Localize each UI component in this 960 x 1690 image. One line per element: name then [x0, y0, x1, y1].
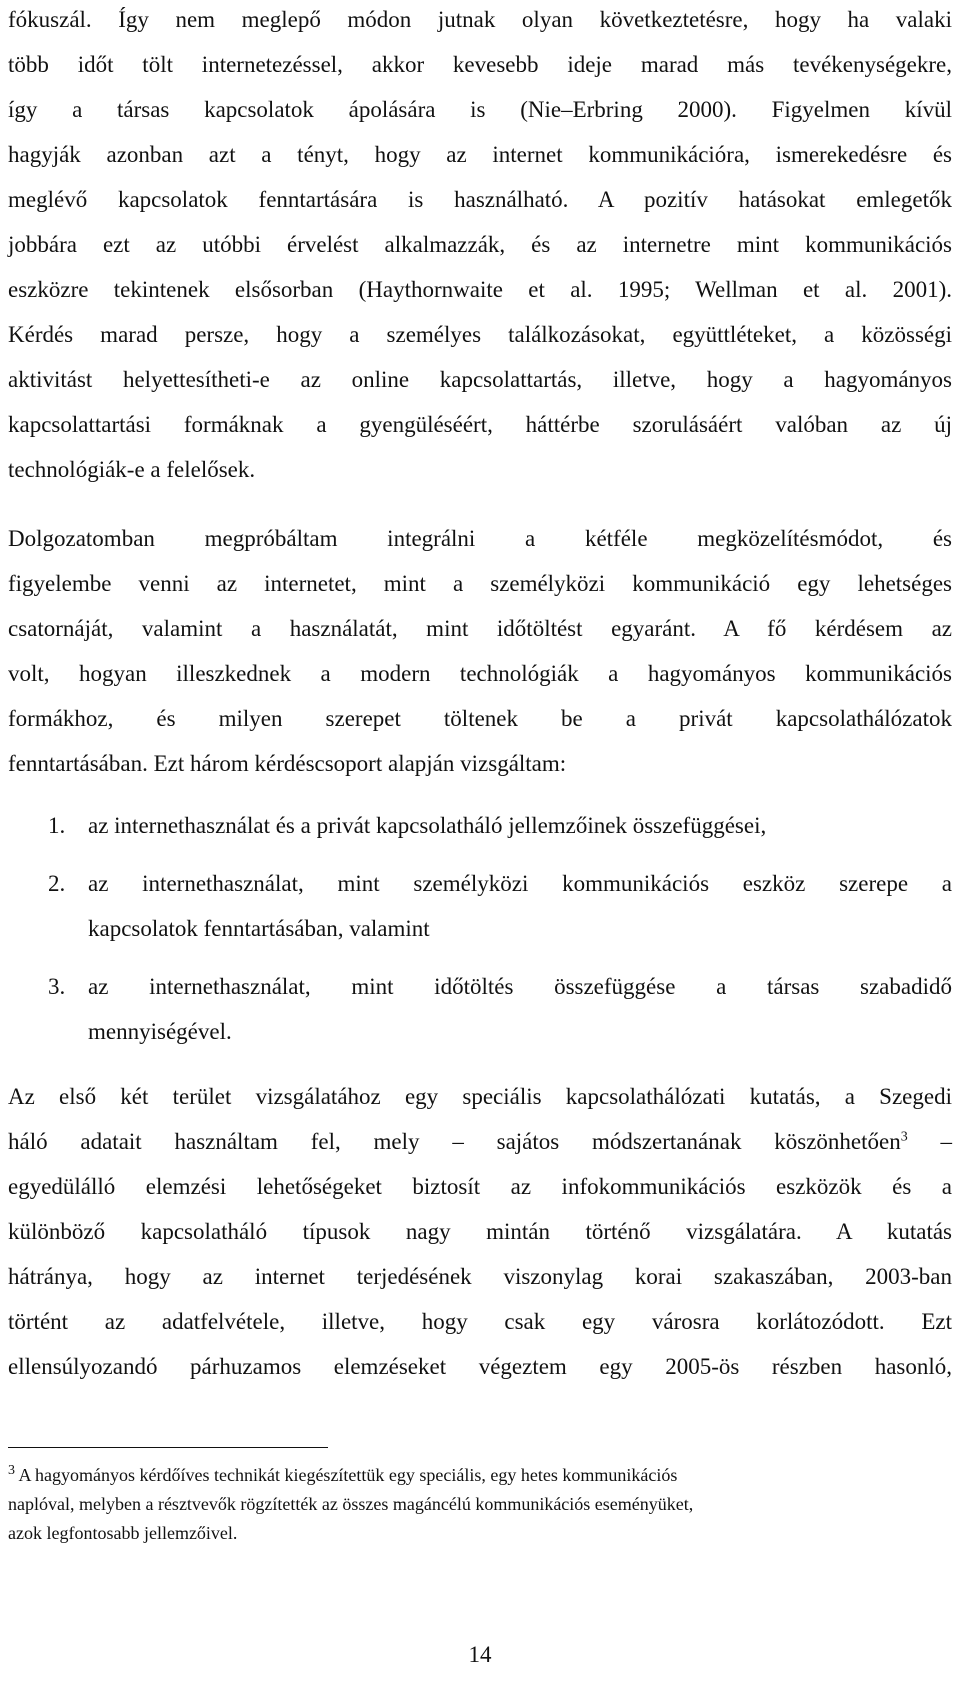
text-line: volt, hogyan illeszkednek a modern technológiák a hagyományos kommunikációs [8, 661, 952, 686]
document-page [8, 0, 952, 1690]
text-line: formákhoz, és milyen szerepet töltenek be a privát kapcsolathálózatok [8, 706, 952, 731]
text-line: Kérdés marad persze, hogy a személyes találkozásokat, együttléteket, a közösségi [8, 322, 952, 347]
text-line: fenntartásában. Ezt három kérdéscsoport alapján vizsgáltam: [8, 751, 567, 776]
text-line: kapcsolatok fenntartásában, valamint [88, 916, 430, 941]
text-line: eszközre tekintenek elsősorban (Haythornwaite et al. 1995; Wellman et al. 2001). [8, 277, 952, 302]
text-line: csatornáját, valamint a használatát, mint időtöltést egyaránt. A fő kérdésem az [8, 616, 952, 641]
text-line: fókuszál. Így nem meglepő módon jutnak olyan következtetésre, hogy ha valaki [8, 7, 952, 32]
list-number: 1. [48, 813, 66, 838]
text-line: meglévő kapcsolatok fenntartására is használható. A pozitív hatásokat emlegetők [8, 187, 952, 212]
text-line: az internethasználat és a privát kapcsolatháló jellemzőinek összefüggései, [88, 813, 767, 838]
text-line: Az első két terület vizsgálatához egy speciális kapcsolathálózati kutatás, a Szegedi [8, 1084, 952, 1109]
footnote-separator [8, 1447, 328, 1448]
text-line: ellensúlyozandó párhuzamos elemzéseket végeztem egy 2005-ös részben hasonló, [8, 1354, 952, 1379]
page-number: 14 [468, 1642, 492, 1667]
text-line: így a társas kapcsolatok ápolására is (Nie–Erbring 2000). Figyelmen kívül [8, 97, 952, 122]
text-line: hátránya, hogy az internet terjedésének viszonylag korai szakaszában, 2003-ban [8, 1264, 952, 1289]
footnote-reference[interactable]: 3 [900, 1129, 908, 1145]
text-line: aktivitást helyettesítheti-e az online kapcsolattartás, illetve, hogy a hagyományos [8, 367, 952, 392]
text-line-with-footnote [8, 1116, 952, 1167]
text-line: jobbára ezt az utóbbi érvelést alkalmazzák, és az internetre mint kommunikációs [8, 232, 952, 257]
footnote-marker: 3 [8, 1463, 15, 1478]
text-line-segment: háló adatait használtam fel, mely – sajátos módszertanának köszönhetően [8, 1129, 901, 1154]
dash: – [940, 1129, 953, 1154]
footnote-line: azok legfontosabb jellemzőivel. [8, 1523, 238, 1543]
text-line: technológiák-e a felelősek. [8, 457, 256, 482]
text-line: kapcsolattartási formáknak a gyengüléséért, háttérbe szorulásáért valóban az új [8, 412, 952, 437]
footnote-line [8, 1461, 952, 1490]
footnote-line: naplóval, melyben a résztvevők rögzítették az összes magáncélú kommunikációs eseményüket, [8, 1494, 694, 1514]
list-number: 3. [48, 974, 66, 999]
text-line: különböző kapcsolatháló típusok nagy mintán történő vizsgálatára. A kutatás [8, 1219, 952, 1244]
text-line: egyedülálló elemzési lehetőségeket biztosít az infokommunikációs eszközök és a [8, 1174, 952, 1199]
text-line: történt az adatfelvétele, illetve, hogy csak egy városra korlátozódott. Ezt [8, 1309, 952, 1334]
text-line: több időt tölt internetezéssel, akkor kevesebb ideje marad más tevékenységekre, [8, 52, 952, 77]
text-line: Dolgozatomban megpróbáltam integrálni a kétféle megközelítésmódot, és [8, 526, 952, 551]
text-line: az internethasználat, mint időtöltés összefüggése a társas szabadidő [88, 974, 952, 999]
footnote-text: A hagyományos kérdőíves technikát kiegészítettük egy speciális, egy hetes kommunikációs [18, 1465, 678, 1485]
text-line: az internethasználat, mint személyközi kommunikációs eszköz szerepe a [88, 871, 952, 896]
text-line: figyelembe venni az internetet, mint a személyközi kommunikáció egy lehetséges [8, 571, 952, 596]
text-line: hagyják azonban azt a tényt, hogy az internet kommunikációra, ismerekedésre és [8, 142, 952, 167]
text-line: mennyiségével. [88, 1019, 232, 1044]
list-number: 2. [48, 871, 66, 896]
